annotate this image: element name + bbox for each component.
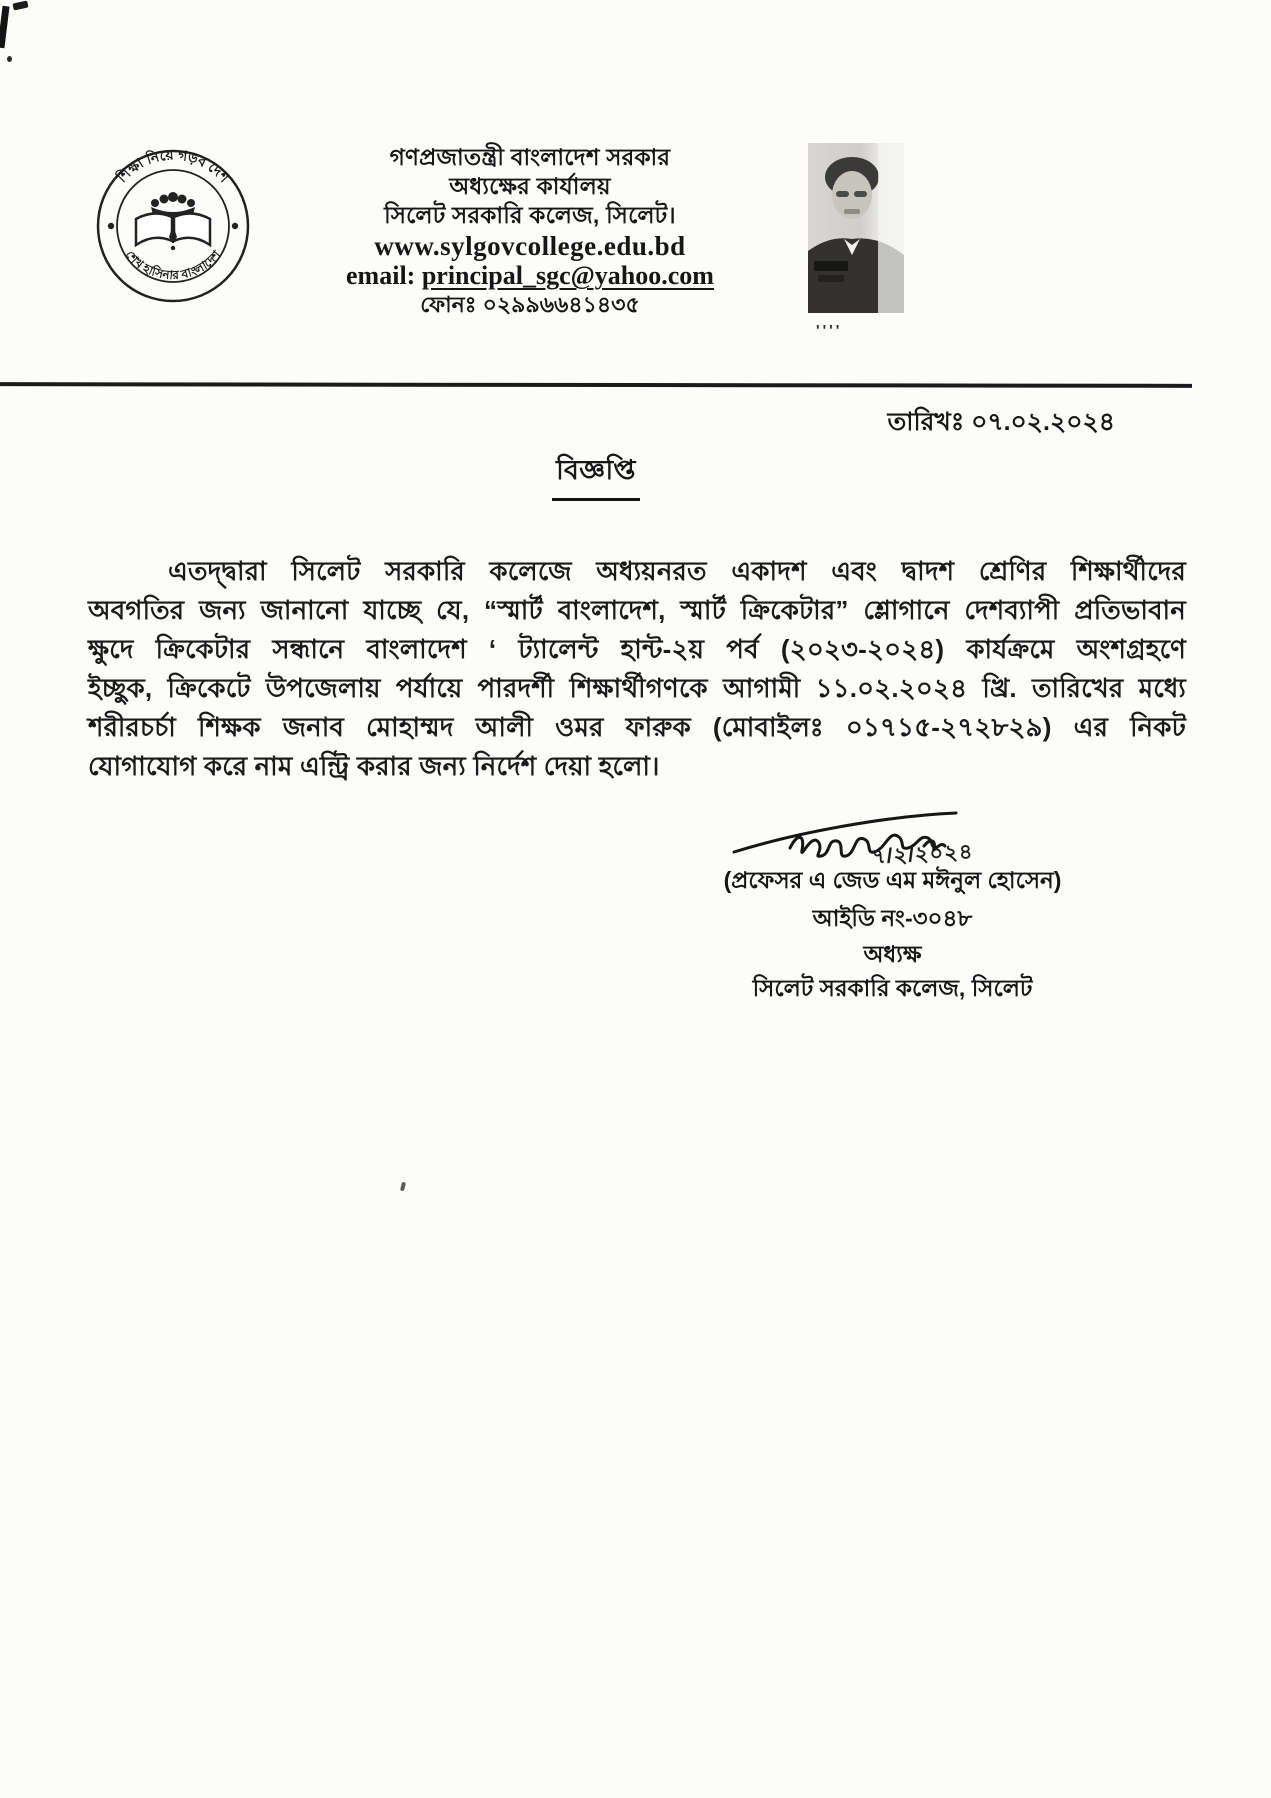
scan-artifact — [7, 56, 12, 62]
seal-top-text: শিক্ষা নিয়ে গড়ব দেশ — [113, 147, 233, 186]
handwritten-date: ৭/২/২০২৪ — [871, 840, 975, 869]
phone-line: ফোনঃ ০২৯৯৬৬৪১৪৩৫ — [420, 292, 640, 317]
website-text: www.sylgovcollege.edu.bd — [374, 231, 686, 261]
body-line: এতদ্দ্বারা সিলেট সরকারি কলেজে অধ্যয়নরত একাদশ এবং দ্বাদশ শ্রেণির শিক্ষার্থীদের — [168, 556, 1186, 586]
signatory-id: আইডি নং-৩০৪৮ — [812, 905, 973, 931]
header-divider-line — [0, 382, 1192, 388]
body-line: ক্ষুদে ক্রিকেটার সন্ধানে বাংলাদেশ ‘ ট্যালেন্ট হান্ট-২য় পর্ব (২০২৩-২০২৪) কার্যক্রমে অংশগ্রহণে — [88, 634, 1186, 664]
svg-text:শেখ হাসিনার বাংলাদেশ — [123, 247, 224, 282]
office-line: অধ্যক্ষের কার্যালয় — [449, 173, 611, 199]
open-book-emblem — [136, 192, 210, 250]
email-label: email: — [346, 261, 422, 290]
email-line — [295, 263, 765, 289]
body-line: যোগাযোগ করে নাম এন্ট্রি করার জন্য নির্দেশ দেয়া হলো। — [88, 751, 660, 781]
date-line: তারিখঃ ০৭.০২.২০২৪ — [887, 408, 1115, 436]
body-line: শরীরচর্চা শিক্ষক জনাব মোহাম্মদ আলী ওমর ফারুক (মোবাইলঃ ০১৭১৫-২৭২৮২৯) এর নিকট — [88, 712, 1186, 742]
scan-artifact — [400, 1182, 406, 1192]
college-seal-logo — [94, 147, 252, 305]
scan-artifact — [12, 1, 28, 11]
notice-body — [88, 552, 1186, 786]
notice-title: বিজ্ঞপ্তি — [552, 450, 640, 501]
signatory-designation: অধ্যক্ষ — [863, 941, 922, 967]
letterhead — [295, 146, 765, 316]
portrait-silhouette — [808, 143, 904, 313]
svg-text:শিক্ষা নিয়ে গড়ব দেশ — [112, 147, 233, 186]
title-row — [0, 450, 1192, 501]
portrait-image — [808, 143, 904, 313]
email-address: principal_sgc@yahoo.com — [421, 261, 714, 290]
body-line: অবগতির জন্য জানানো যাচ্ছে যে, “স্মার্ট বাংলাদেশ, স্মার্ট ক্রিকেটার” শ্লোগানে দেশব্যাপী প্রতিভাবান — [88, 595, 1186, 625]
signatory-institution: সিলেট সরকারি কলেজ, সিলেট — [752, 975, 1033, 1001]
scan-artifact — [0, 6, 10, 49]
signatory-name: (প্রফেসর এ জেড এম মঈনুল হোসেন) — [723, 867, 1062, 893]
seal-bottom-text: শেখ হাসিনার বাংলাদেশ — [122, 247, 224, 283]
government-line: গণপ্রজাতন্ত্রী বাংলাদেশ সরকার — [389, 144, 671, 170]
college-line: সিলেট সরকারি কলেজ, সিলেট। — [384, 202, 676, 228]
photo-caption-marks: '''' — [816, 322, 843, 339]
body-line: ইচ্ছুক, ক্রিকেটে উপজেলায় পর্যায়ে পারদর্শী শিক্ষার্থীগণকে আগামী ১১.০২.২০২৪ খ্রি. তারিখের মধ্যে — [88, 673, 1187, 703]
seal-graphic — [94, 147, 252, 305]
